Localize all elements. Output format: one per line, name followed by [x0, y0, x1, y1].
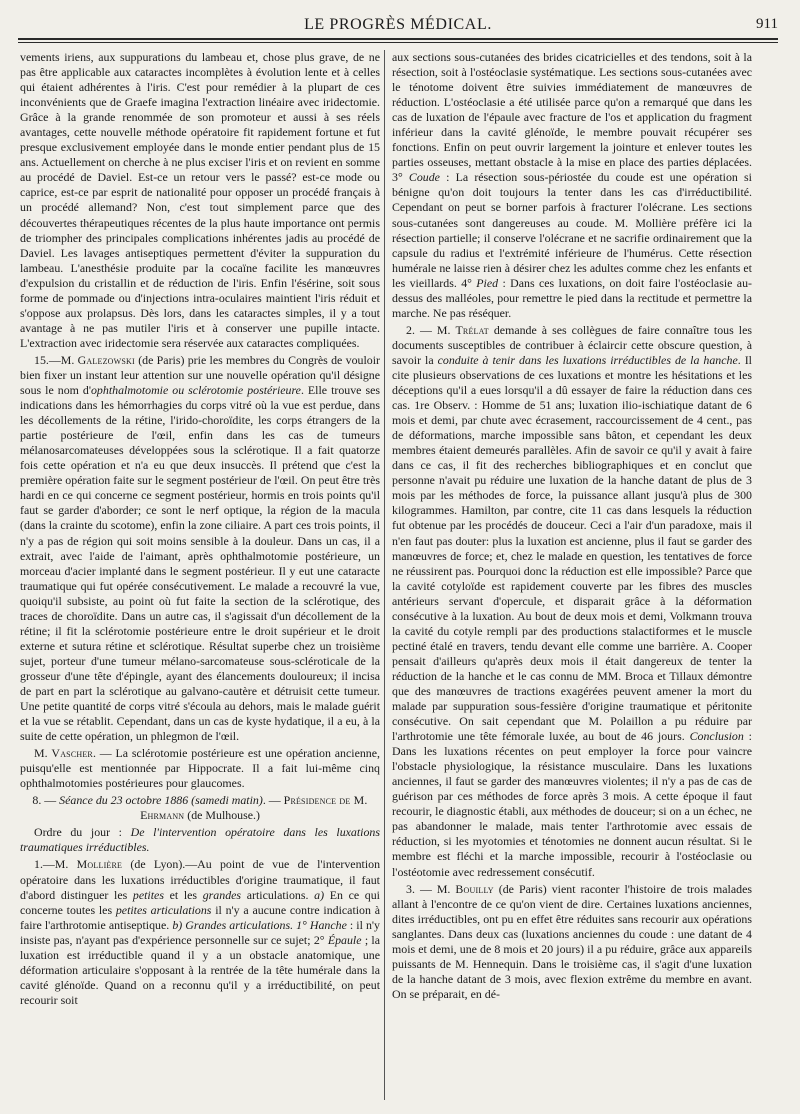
left-column: [20, 50, 380, 1010]
paragraph-text: demande à ses collègues de faire connaître tous les documents susceptibles de contribuer à éclaircir cette obscure question, à savoir la: [392, 322, 752, 367]
paragraph-text: (de Lyon).—Au point de vue de l'intervention opératoire dans les luxations irréductibles d'origine traumatique, il faut d'abord distinguer les: [20, 857, 381, 902]
paragraph-text: : Dans les luxations récentes on peut employer la force pour vaincre l'obstacle physiologique, la résistance musculaire. Dans les luxations anciennes, il faut se garder des manœuvres violentes; il n'y a pas de cas de guérison par ces méthodes de force après 3 mois. A cette époque il faut recourir, le diagnostic établi, aux méthodes de douceur; si on a un échec, ne pas abandonner le malade, mais tenter l'arthrotomie avec essais de réduction, si les myotomies et ténotomies ne donnent aucun résultat. Si le membre est fléchi et la marche impossible, recourir à l'ostéoclasie ou l'ostéotomie avec redressement consécutif.: [392, 729, 752, 879]
session-date: Séance du 23 octobre 1886 (samedi matin): [59, 793, 263, 808]
paragraph-lead: M.: [34, 746, 52, 761]
item-number: 2. — M.: [406, 322, 456, 337]
agenda-topic: De l'intervention opératoire dans les luxations traumatiques irréductibles.: [20, 825, 380, 855]
paragraph-text: vements iriens, aux suppurations du lambeau et, chose plus grave, de ne pas être applicable aux cataractes incomplètes à évolution lente et à celles qui étaient adhérentes à l'iris. C'est pour remédier à la plupart de ces inconvénients que de Graefe imagina l'extraction linéaire avec iridectomie. Grâce à la grande renommée de son promoteur et aussi à ses réels avantages, cette nouvelle méthode opératoire fit rapidement fortune et fut presque exclusivement employée dans le monde entier pendant plus de 15 ans. Actuellement on cherche à ne plus exciser l'iris et on revient en somme au procédé de Daviel. Est-ce un retour vers le passé? est-ce mode ou caprice, est-ce par esprit de nationalité pour opposer un procédé français à un procédé allemand? Non, c'est tout simplement parce que des découvertes thérapeutiques récentes de la plus haute importance ont permis de triompher des principales complications inhérentes jadis au procédé de Daviel. Les lavages antiseptiques permettent d'éviter la suppuration du lambeau. L'anesthésie produite par la cocaïne facilite les manœuvres d'expulsion du cristallin et de réduction de l'iris. Enfin l'ésérine, soit sous forme de pommade ou d'injections intra-oculaires maintient l'iris réduit et s'oppose aux prolapsus. Dès lors, dans les cataractes simples, il y a tout avantage à ne pas mutiler l'iris et à conserver une pupille intacte. L'extraction avec iridectomie sera réservée aux cataractes compliquées.: [20, 50, 380, 350]
operation-name: ophthalmotomie ou sclérotomie postérieure: [90, 383, 301, 398]
paragraph-molliere-continued: [392, 50, 752, 321]
emphasis: conduite à tenir dans les luxations irréductibles de la hanche: [437, 352, 738, 367]
speaker-name: Trélat: [455, 322, 489, 337]
paragraph-galezowski: [20, 353, 380, 744]
paragraph-bouilly: [392, 882, 752, 1002]
speaker-name: Galezowski: [77, 352, 135, 367]
emphasis: a): [314, 887, 325, 902]
agenda-label: Ordre du jour :: [34, 825, 131, 840]
paragraph-text: En ce qui concerne toutes les: [20, 887, 380, 917]
emphasis: b) Grandes articulations. 1° Hanche: [172, 917, 347, 932]
paragraph-text: (de Paris) prie les membres du Congrès de vouloir bien fixer un instant leur attention sur une nouvelle opération qu'il désigne sous le nom d': [20, 352, 380, 398]
emphasis: petites: [132, 887, 164, 902]
paragraph-cataract-continued: [20, 50, 380, 351]
paragraph-text: articulations.: [241, 887, 315, 902]
agenda-paragraph: [20, 825, 380, 855]
paragraph-text: : La résection sous-périostée du coude est une opération si bénigne qu'on doit toujours la tenter dans les cas d'irréductibilité. Cependant on peut se borner parfois à fracturer l'olécrane. Les sections sous-cutanées sont dangereuses au coude. M. Mollière préfère ici la résection partielle; il conserve l'olécrane et ne sacrifie ordinairement que la capsule du radius et l'extrémité inférieure de l'humérus. Cette résection humérale ne laisse rien à désirer chez les adultes comme chez les enfants et les vieillards. 4°: [392, 170, 752, 290]
session-president: Présidence de M. Ehrmann: [140, 793, 368, 823]
emphasis: grandes: [202, 887, 242, 902]
right-column: [392, 50, 752, 1004]
session-place: (de Mulhouse.): [184, 808, 260, 823]
item-number: 3. — M.: [406, 881, 456, 896]
speaker-name: Vascher: [51, 746, 93, 761]
speaker-name: Bouilly: [455, 881, 494, 896]
speaker-name: Mollière: [76, 857, 123, 872]
paragraph-text: . Elle trouve ses indications dans les hémorrhagies du corps vitré où la vue est perdue, dans les décollements de la rétine, l'irido-choroïdite, les corps étrangers de la partie postérieure de l'œil, enfin dans les cas de tumeurs mélanosarcomateuses développées sous la sclérotique. Il a fait quatorze fois cette opération et n'a eu que deux insuccès. Il prétend que c'est la première opération faite sur le segment postérieur de l'œil. On peut être très hardi en ce qui concerne ce segment postérieur, hormis en trois points qu'il faut se garder d'aborder; ce sont le nerf optique, la région de la macula (dans la crainte du scotome), enfin la zone ciliaire. A part ces trois points, il n'y a pas de région qui soit moins sensible à la douleur. Dans un cas, il a extrait, avec l'aide de l'aimant, après ophthalmotomie postérieure, un morceau d'acier implanté dans le segment postérieur. Il y eut une cataracte traumatique qui fut opérée consécutivement. Le malade a recouvré la vue, quoiqu'il subsiste, au point où fut faite la section de la sclérotique, des traces de choroïdite. Dans un autre cas, il s'agissait d'un décollement de la rétine; il fit la sclérotomie postérieure entre le droit supérieur et le droit externe et sutura rétine et sclérotique. Résultat superbe chez un troisième sujet, porteur d'une tumeur mélano-sarcomateuse sous-scléroticale de la grosseur d'une tête d'épingle, ayant des élancements douloureux; il incisa de part en part la sclérotique au galvano-cautère et détruisit cette tumeur. Une petite quantité de corps vitré s'écoula au dehors, mais le malade guérit et la vue se rétablit. Cependant, dans un cas de kyste hydatique, il a eu, à la suite de cette opération, un phlegmon de l'œil.: [20, 383, 380, 744]
column-divider: [384, 50, 385, 1100]
item-number: 1.—M.: [34, 857, 77, 872]
paragraph-text: et les: [163, 887, 203, 902]
page-header: [18, 14, 778, 36]
paragraph-text: . — La sclérotomie postérieure est une opération ancienne, puisqu'elle est mentionnée par Hippocrate. Il a fait lui-même cinq ophthalmotomies postérieures pour glaucomes.: [20, 746, 380, 791]
paragraph-text: ; la luxation est irréductible quand il y a un obstacle anatomique, une déformation articulaire s'opposant à la rentrée de la tête humérale dans la cavité glénoïde. Quand on a reconnu qu'il y a irréductibilité, on peut recourir soit: [20, 932, 380, 1007]
header-rule-thick: [18, 38, 778, 40]
paragraph-text: . Il cite plusieurs observations de ces luxations et montre les hésitations et les déceptions qu'il a eues lorsqu'il a dû essayer de faire la réduction dans ces cas. 1re Observ. : Homme de 51 ans; luxation ilio-ischiatique datant de 6 mois et demi, par chute avec écrasement, raccourcissement de 4 cent., pas de déformations, marche impossible sans bâton, et cependant les deux membres étaient demeurés parallèles. Afin de savoir ce qu'il y avait à faire dans ce cas, il fit des recherches bibliographiques et en conclut que personne n'avait pu réduire une luxation de la hanche datant de plus de 3 mois par les méthodes de force, la puissance allant jusqu'à plus de 300 kilogrammes. Hamilton, par contre, cite 11 cas dans lesquels la réduction fut obtenue par les procédés de douceur. Ceci a l'air d'un paradoxe, mais il n'en faut pas douter: plus la luxation est ancienne, plus il faut se garder des manœuvres de force; et, chez le malade en question, les tentatives de force ne réussirent pas. Pourquoi donc la réduction est elle impossible? Parce que la cavité cotyloïde est rapidement couverte par les fibres des muscles antérieurs servant d'opercule, et disparait grâce à la déformation consécutive à la luxation. Au bout de deux mois et demi, Volkmann trouva la cavité du cotyle rempli par des productions stalactiformes et le muscle pectiné étalé en travers, tendu devant elle comme une barrière. A. Cooper pensait d'ailleurs qu'après deux mois il était dangereux de tenter la réduction de la hanche et le cas connu de MM. Broca et Tillaux démontre que des manœuvres de tractions exagérées peuvent amener la mort du malade par suppuration sous-fessière d'origine traumatique et péritonite consécutive. On sait cependant que M. Polaillon a pu réduire par l'arthrotomie une tête fémorale luxée, au bout de 46 jours.: [392, 352, 752, 744]
paragraph-text: : il n'y insiste pas, n'ayant pas d'expérience personnelle sur ce sujet; 2°: [20, 917, 380, 947]
emphasis: Pied: [476, 275, 499, 290]
item-number: 8. —: [32, 793, 60, 808]
header-rule-thin: [18, 42, 778, 43]
separator: . —: [262, 793, 284, 808]
emphasis: Épaule: [327, 932, 362, 947]
paragraph-text: aux sections sous-cutanées des brides cicatricielles et des tendons, soit à la résection, soit à l'ostéoclasie systématique. Les sections sous-cutanées avec le ténotome doivent être suivies immédiatement de manœuvres de réduction. L'ostéoclasie a été utilisée parce qu'on a remarqué que dans les cas de luxation de l'épaule avec fracture de l'os et application du fragment inférieur dans la cavité glénoïde, le membre pouvait récupérer ses fonctions. Enfin on peut ouvrir largement la jointure et enlever toutes les parties osseuses, mettant obstacle à la mise en place des parties déplacées. 3°: [392, 50, 752, 185]
session-heading: [20, 793, 380, 823]
paragraph-trelat: [392, 323, 752, 880]
emphasis: Conclusion: [689, 729, 744, 744]
paragraph-text: il n'y a aucune contre indication à faire l'arthrotomie antiseptique.: [20, 902, 380, 932]
paragraph-text: (de Paris) vient raconter l'histoire de trois malades allant à l'encontre de ce qu'on vient de dire. Certaines luxations anciennes, dites irréductibles, ont pu en effet être réduites sans recourir aux opérations sanglantes. Dans deux cas (luxations anciennes du coude : une datant de 4 mois et demi, une de 8 mois et 20 jours) il a pu réduire, grâce aux appareils puissants de M. Hennequin. Dans le troisième cas, il s'agit d'une luxation de la hanche datant de 3 mois, avec flexion extrême du membre en avant. On se préparait, en dé-: [392, 881, 752, 1001]
paragraph-vascher: [20, 746, 380, 791]
emphasis: Coude: [408, 170, 440, 185]
emphasis: petites articulations: [115, 902, 212, 917]
page-number: 911: [756, 16, 778, 32]
journal-title: LE PROGRÈS MÉDICAL.: [304, 16, 492, 33]
item-number: 15.—M.: [34, 352, 78, 367]
paragraph-text: : Dans ces luxations, on doit faire l'ostéoclasie au-dessus des malléoles, pour remettre le pied dans la rectitude et permettre la marche. Ne pas réséquer.: [392, 275, 752, 320]
paragraph-molliere: [20, 857, 380, 1007]
